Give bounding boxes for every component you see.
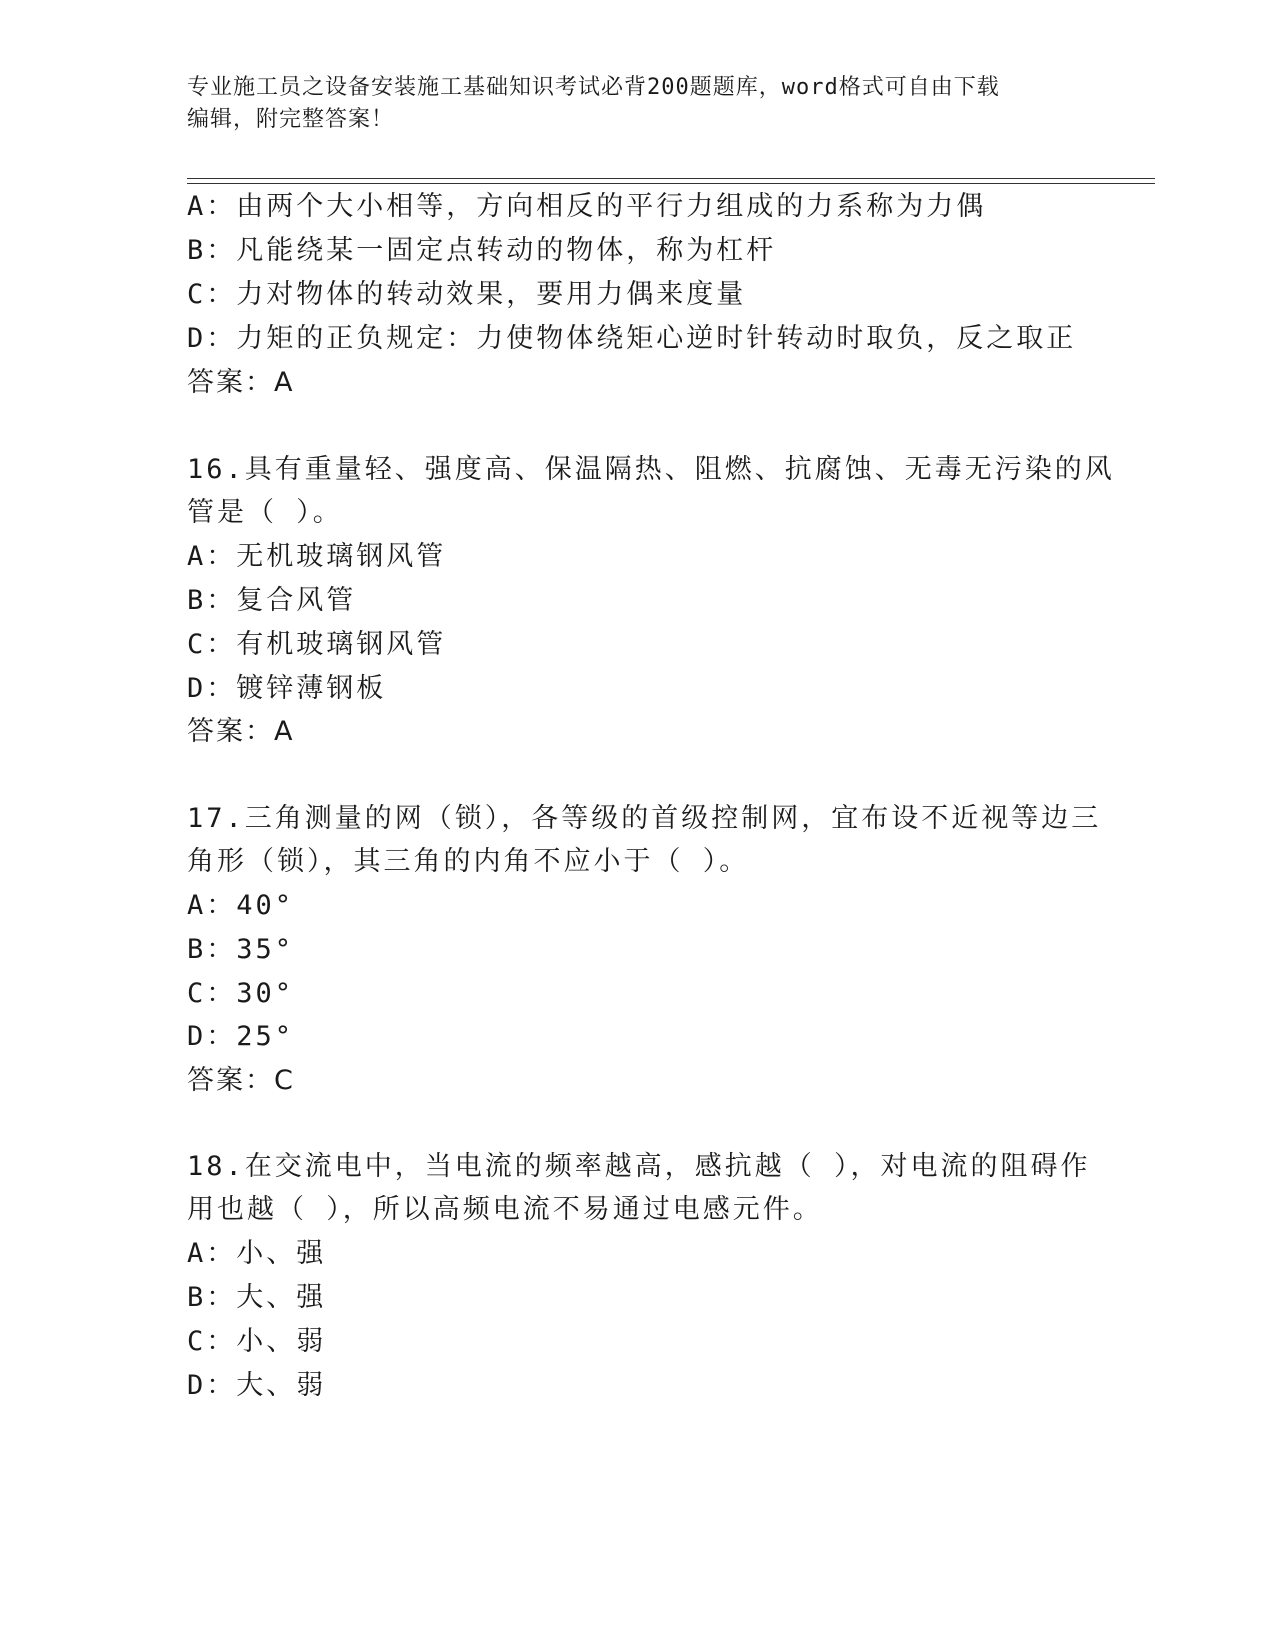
q17-option-c: C：30° xyxy=(187,978,295,1009)
q18-option-a: A：小、强 xyxy=(187,1238,327,1269)
q17-answer: 答案：C xyxy=(187,1065,295,1096)
header-divider-bottom xyxy=(187,183,1155,184)
q15-option-a: A：由两个大小相等，方向相反的平行力组成的力系称为力偶 xyxy=(187,191,987,222)
header-divider-top xyxy=(187,178,1155,179)
header-line-2: 编辑，附完整答案！ xyxy=(187,107,395,132)
q18-stem-line-2: 用也越（ ），所以高频电流不易通过电感元件。 xyxy=(187,1194,823,1225)
q17-stem-line-2: 角形（锁），其三角的内角不应小于（ ）。 xyxy=(187,846,750,877)
q15-option-b: B：凡能绕某一固定点转动的物体，称为杠杆 xyxy=(187,235,777,266)
q18-stem-line-1: 18.在交流电中，当电流的频率越高，感抗越（ ），对电流的阻碍作 xyxy=(187,1151,1091,1182)
header-line-1: 专业施工员之设备安装施工基础知识考试必背200题题库，word格式可自由下载 xyxy=(187,75,1000,100)
document-header xyxy=(187,72,1067,136)
q16-option-a: A：无机玻璃钢风管 xyxy=(187,541,447,572)
q15-answer: 答案：A xyxy=(187,367,295,398)
q16-option-b: B：复合风管 xyxy=(187,585,357,616)
q15-option-d: D：力矩的正负规定：力使物体绕矩心逆时针转动时取负，反之取正 xyxy=(187,323,1077,354)
q15-option-c: C：力对物体的转动效果，要用力偶来度量 xyxy=(187,279,747,310)
q16-option-c: C：有机玻璃钢风管 xyxy=(187,629,447,660)
q16-stem-line-1: 16.具有重量轻、强度高、保温隔热、阻燃、抗腐蚀、无毒无污染的风 xyxy=(187,454,1115,485)
q16-option-d: D：镀锌薄钢板 xyxy=(187,673,387,704)
q18-option-b: B：大、强 xyxy=(187,1282,327,1313)
q16-stem-line-2: 管是（ ）。 xyxy=(187,497,343,528)
q16-answer: 答案：A xyxy=(187,716,295,747)
q18-option-d: D：大、弱 xyxy=(187,1370,327,1401)
q17-stem-line-1: 17.三角测量的网（锁），各等级的首级控制网，宜布设不近视等边三 xyxy=(187,803,1102,834)
q17-option-a: A：40° xyxy=(187,890,295,921)
q17-option-b: B：35° xyxy=(187,934,295,965)
q18-option-c: C：小、弱 xyxy=(187,1326,327,1357)
q17-option-d: D：25° xyxy=(187,1021,295,1052)
